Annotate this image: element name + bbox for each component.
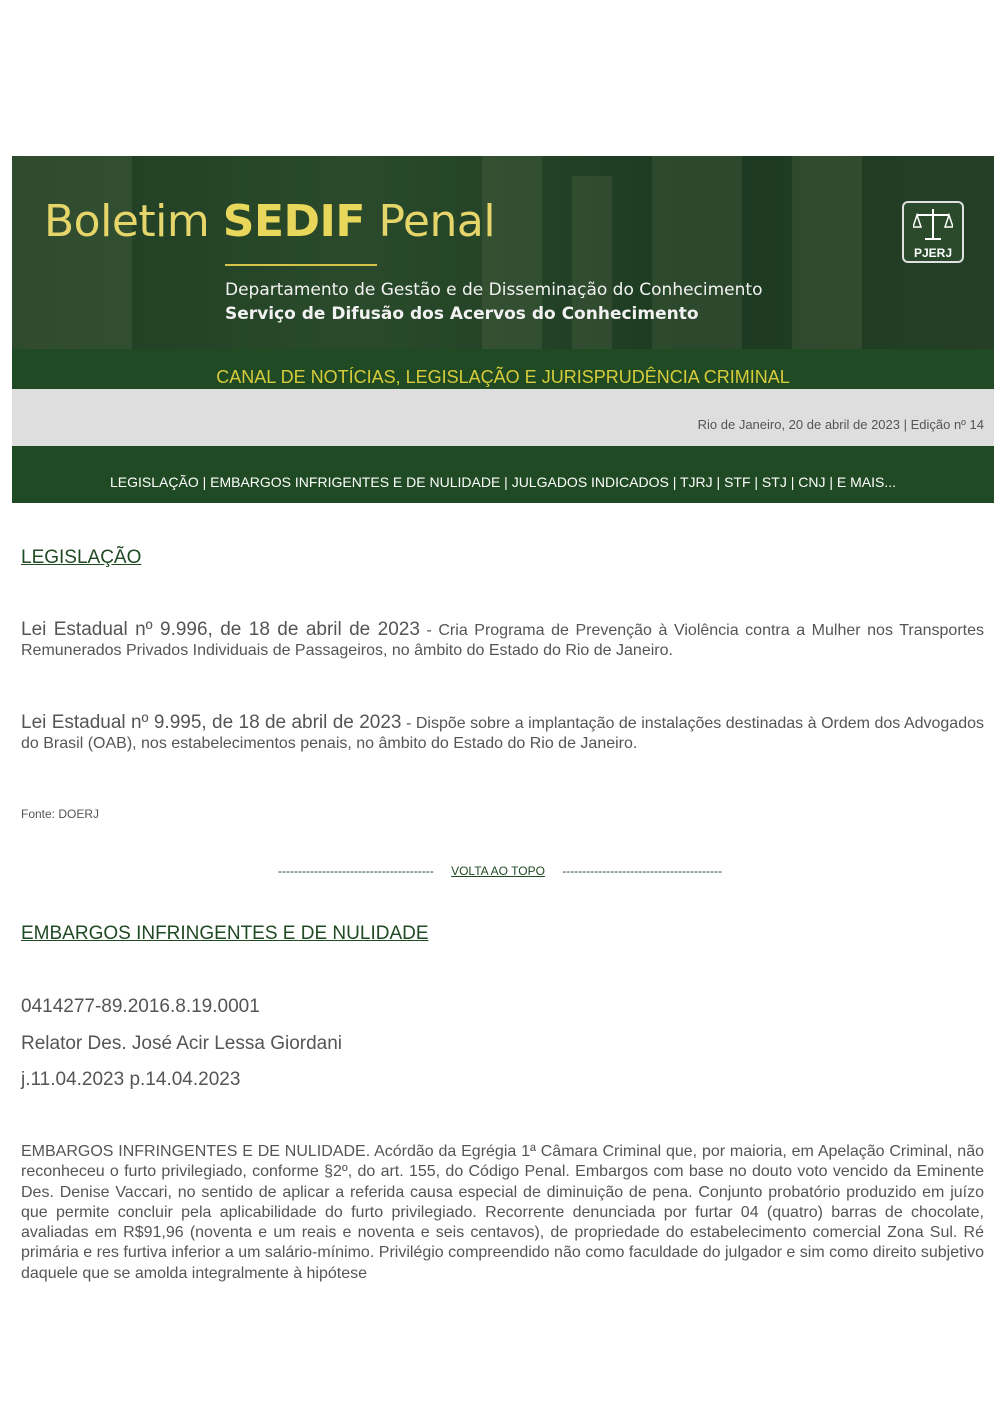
source-note: Fonte: DOERJ [21, 807, 100, 821]
law-item [21, 713, 984, 754]
title-underline [225, 264, 377, 266]
scales-of-justice-icon [913, 207, 953, 243]
divider-right: ---------------------------------------- [562, 864, 723, 878]
divider-left: --------------------------------------- [277, 864, 434, 878]
law-title[interactable]: Lei Estadual nº 9.996, de 18 de abril de 2023 [21, 619, 420, 640]
relator: Relator Des. José Acir Lessa Giordani [21, 1033, 343, 1054]
embargos-heading[interactable]: EMBARGOS INFRINGENTES E DE NULIDADE [21, 923, 429, 944]
law-description: - Dispõe sobre a implantação de instalações destinadas à Ordem dos Advogados do Brasil (OAB), nos estabelecimentos penais, no âmbito do Estado do Rio de Janeiro. [21, 715, 985, 752]
judgment-dates: j.11.04.2023 p.14.04.2023 [21, 1069, 241, 1090]
department-name: Departamento de Gestão e de Disseminação do Conhecimento [225, 280, 763, 300]
law-item [21, 620, 984, 661]
legislacao-heading[interactable]: LEGISLAÇÃO [21, 547, 142, 568]
pjerj-logo [902, 201, 964, 263]
law-title[interactable]: Lei Estadual nº 9.995, de 18 de abril de 2023 [21, 712, 402, 733]
case-summary: EMBARGOS INFRINGENTES E DE NULIDADE. Acórdão da Egrégia 1ª Câmara Criminal que, por maioria, em Apelação Criminal, não reconheceu o furto privilegiado, conforme §2º, do art. 155, do Código Penal. Embargos com base no douto voto vencido da Eminente Des. Denise Vaccari, no sentido de aplicar a referida causa especial de diminuição de pena. Conjunto probatório produzido em juízo que permite concluir pela aplicabilidade do furto privilegiado. Recorrente denunciada por furtar 04 (quatro) barras de chocolate, avaliadas em R$91,96 (noventa e um reais e noventa e seis centavos), de propriedade do estabelecimento comercial Zona Sul. Ré primária e res furtiva inferior a um salário-mínimo. Privilégio compreendido não como faculdade do julgador e sim como direito subjetivo daquele que se amolda integralmente à hipótese [21, 1143, 984, 1282]
logo-text: PJERJ [913, 246, 953, 260]
section-nav[interactable]: LEGISLAÇÃO | EMBARGOS INFRIGENTES E DE NULIDADE | JULGADOS INDICADOS | TJRJ | STF | STJ | CNJ | E MAIS... [12, 446, 994, 503]
channel-title: CANAL DE NOTÍCIAS, LEGISLAÇÃO E JURISPRUDÊNCIA CRIMINAL [12, 349, 994, 389]
edition-date: Rio de Janeiro, 20 de abril de 2023 | Edição nº 14 [697, 417, 984, 432]
dateline-bar [12, 389, 994, 446]
back-to-top-link[interactable]: VOLTA AO TOPO [451, 864, 545, 878]
bulletin-title: Boletim SEDIF Penal [44, 196, 496, 247]
process-number: 0414277-89.2016.8.19.0001 [21, 996, 260, 1017]
service-name: Serviço de Difusão dos Acervos do Conhecimento [225, 304, 699, 324]
law-description: - Cria Programa de Prevenção à Violência contra a Mulher nos Transportes Remunerados Privados Individuais de Passageiros, no âmbito do Estado do Rio de Janeiro. [21, 622, 985, 659]
header-banner [12, 156, 994, 349]
back-to-top-row [0, 864, 1000, 878]
